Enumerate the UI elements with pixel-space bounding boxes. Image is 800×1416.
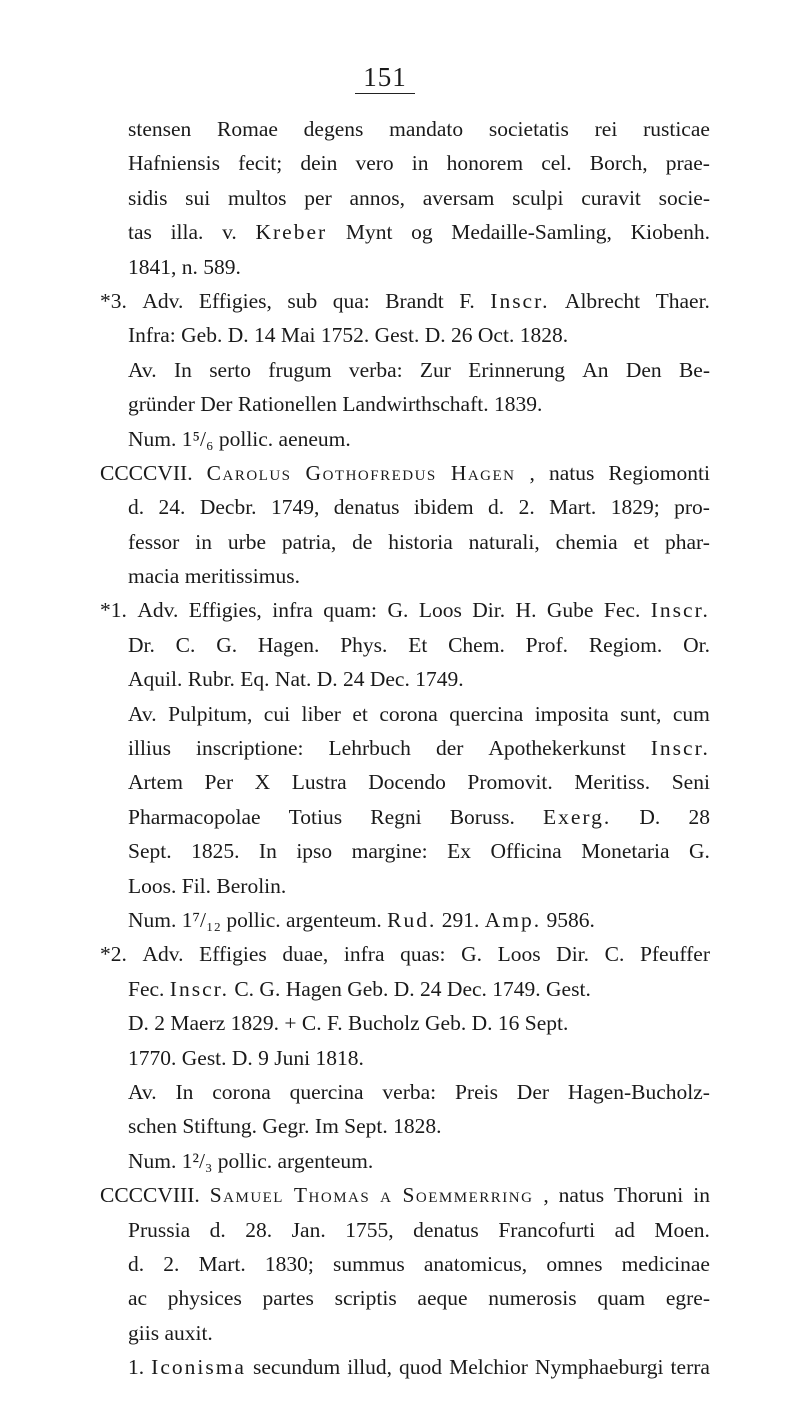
- text-word: Francofurti: [498, 1217, 596, 1242]
- text-line: [100, 284, 710, 318]
- text-word: Gothofredus: [305, 460, 437, 485]
- text-word: sidis: [128, 185, 168, 210]
- text-word: H.: [515, 598, 537, 623]
- text-line: [100, 1178, 710, 1212]
- text-word: naturali,: [468, 529, 540, 554]
- text-word: Av.: [128, 1079, 157, 1104]
- text-line: [100, 1144, 710, 1178]
- text-line: [100, 834, 710, 868]
- text-word: natus: [558, 1183, 605, 1208]
- text-word: Thaer.: [655, 288, 710, 313]
- text-word: *2.: [100, 942, 127, 967]
- text-word: quas:: [400, 942, 446, 967]
- text-word: medicinae: [621, 1251, 710, 1276]
- text-line: [100, 146, 710, 180]
- text-word: Dir.: [556, 942, 590, 967]
- text-segment: Infra: Geb. D. 14 Mai 1752. Gest. D. 26 Oct. 1828.: [128, 323, 569, 348]
- text-word: Hagen-Bucholz-: [567, 1079, 710, 1104]
- text-line: [100, 1213, 710, 1247]
- text-body: [100, 112, 710, 1384]
- text-word: socie-: [658, 185, 710, 210]
- text-word: Pharmacopolae: [128, 804, 261, 829]
- text-word: quam: [597, 1286, 646, 1311]
- text-word: Ex: [447, 839, 472, 864]
- text-word: ipso: [296, 839, 333, 864]
- text-word: physices: [167, 1286, 242, 1311]
- text-word: quod: [399, 1355, 443, 1380]
- text-word: Docendo: [368, 770, 446, 795]
- text-line: [100, 1109, 710, 1143]
- text-line: [100, 765, 710, 799]
- text-segment: Inscr.: [169, 976, 229, 1001]
- text-word: 2.: [518, 495, 535, 520]
- text-line: [100, 1006, 710, 1040]
- text-word: CCCCVII.: [100, 460, 193, 485]
- text-word: CCCCVIII.: [100, 1183, 200, 1208]
- text-word: Regiomonti: [608, 460, 710, 485]
- text-word: Dir.: [472, 598, 506, 623]
- text-word: verba:: [348, 357, 403, 382]
- text-word: sui: [185, 185, 211, 210]
- text-word: Decbr.: [199, 495, 257, 520]
- text-line: [100, 422, 710, 456]
- text-word: Inscr.: [650, 736, 710, 761]
- text-word: 24.: [158, 495, 186, 520]
- text-word: corona: [212, 1079, 271, 1104]
- text-line: [100, 662, 710, 696]
- text-line: [100, 1350, 710, 1384]
- text-word: vero: [355, 151, 394, 176]
- text-word: societatis: [488, 117, 569, 141]
- text-word: Adv.: [142, 942, 184, 967]
- text-word: margine:: [351, 839, 428, 864]
- text-word: patria,: [281, 529, 337, 554]
- text-word: *3.: [100, 288, 127, 313]
- text-word: C.: [175, 632, 196, 657]
- text-word: d.: [128, 495, 145, 520]
- text-word: In: [173, 357, 192, 382]
- text-word: Totius: [288, 804, 343, 829]
- text-word: fecit;: [238, 151, 283, 176]
- text-word: natus: [548, 460, 595, 485]
- text-word: illius: [128, 736, 172, 761]
- text-word: et: [633, 529, 650, 554]
- text-segment: Num. 1⁵/₆ pollic. aeneum.: [128, 426, 351, 451]
- text-word: Mynt: [345, 220, 393, 245]
- text-line: [100, 250, 710, 284]
- page-number-text: 151: [355, 62, 415, 94]
- text-line: [100, 903, 710, 937]
- text-word: historia: [388, 529, 453, 554]
- text-word: mandato: [389, 117, 464, 141]
- text-word: Albrecht: [564, 288, 641, 313]
- text-word: Carolus: [206, 460, 292, 485]
- text-word: Dr.: [128, 632, 155, 657]
- text-word: Officina: [490, 839, 562, 864]
- text-word: phar-: [664, 529, 710, 554]
- text-word: quercina: [449, 701, 524, 726]
- text-line: [100, 1075, 710, 1109]
- text-word: fessor: [128, 529, 180, 554]
- text-line: [100, 1316, 710, 1350]
- text-word: Meritiss.: [574, 770, 651, 795]
- text-segment: Fec.: [128, 976, 170, 1001]
- text-word: G.: [461, 942, 482, 967]
- text-word: de: [352, 529, 373, 554]
- text-line: [100, 869, 710, 903]
- text-word: egre-: [665, 1286, 710, 1311]
- text-word: per: [304, 185, 332, 210]
- text-word: curavit: [581, 185, 641, 210]
- text-word: omnes: [546, 1251, 603, 1276]
- text-line: [100, 181, 710, 215]
- text-word: Effigies: [199, 942, 267, 967]
- text-segment: Rud.: [387, 907, 437, 932]
- text-word: Seni: [671, 770, 710, 795]
- text-word: scriptis: [334, 1286, 397, 1311]
- text-word: Kiobenh.: [630, 220, 710, 245]
- text-word: sculpi: [512, 185, 564, 210]
- text-word: Adv.: [137, 598, 179, 623]
- text-word: Pfeuffer: [639, 942, 710, 967]
- text-word: pro-: [674, 495, 710, 520]
- text-word: D.: [639, 804, 661, 829]
- text-word: Apothekerkunst: [488, 736, 626, 761]
- text-word: qua:: [332, 288, 370, 313]
- text-word: Fec.: [603, 598, 641, 623]
- text-word: urbe: [227, 529, 267, 554]
- text-word: summus: [333, 1251, 405, 1276]
- text-word: cel.: [541, 151, 572, 176]
- text-word: Effigies,: [198, 288, 272, 313]
- text-word: Der: [516, 1079, 550, 1104]
- text-word: in: [411, 151, 429, 176]
- text-word: G.: [689, 839, 710, 864]
- text-word: illa.: [170, 220, 204, 245]
- text-word: ibidem: [413, 495, 474, 520]
- text-word: Kreber: [255, 220, 328, 245]
- text-word: rusticae: [643, 117, 710, 141]
- text-word: Av.: [128, 357, 157, 382]
- text-word: 1749,: [270, 495, 320, 520]
- text-word: denatus: [413, 1217, 479, 1242]
- text-word: 28: [688, 804, 710, 829]
- text-word: Monetaria: [581, 839, 670, 864]
- text-segment: 9586.: [541, 907, 595, 932]
- text-line: [100, 593, 710, 627]
- text-word: og: [411, 220, 433, 245]
- text-word: inscriptione:: [196, 736, 304, 761]
- text-word: Prof.: [525, 632, 569, 657]
- text-word: Loos: [418, 598, 462, 623]
- text-word: Lehrbuch: [328, 736, 411, 761]
- text-segment: C. G. Hagen Geb. D. 24 Dec. 1749. Gest.: [228, 976, 591, 1001]
- text-word: 1755,: [345, 1217, 394, 1242]
- text-word: prae-: [665, 151, 710, 176]
- text-segment: 1841, n. 589.: [128, 254, 241, 279]
- text-line: [100, 1281, 710, 1315]
- text-word: Iconisma: [151, 1355, 246, 1380]
- text-segment: 1770. Gest. D. 9 Juni 1818.: [128, 1045, 364, 1070]
- text-word: Phys.: [340, 632, 388, 657]
- text-word: Romae: [217, 117, 278, 141]
- text-line: [100, 525, 710, 559]
- text-word: secundum: [253, 1355, 341, 1380]
- text-segment: gründer Der Rationellen Landwirthschaft. 1839.: [128, 392, 543, 417]
- text-word: verba:: [382, 1079, 437, 1104]
- text-word: annos,: [349, 185, 406, 210]
- text-segment: schen Stiftung. Gegr. Im Sept. 1828.: [128, 1114, 442, 1139]
- text-word: Exerg.: [542, 804, 612, 829]
- text-word: In: [175, 1079, 194, 1104]
- text-word: in: [693, 1183, 710, 1208]
- text-word: serto: [209, 357, 251, 382]
- text-word: corona: [379, 701, 438, 726]
- text-word: chemia: [555, 529, 618, 554]
- text-word: sub: [287, 288, 318, 313]
- text-word: ad: [614, 1217, 635, 1242]
- text-word: Den: [625, 357, 662, 382]
- text-word: in: [195, 529, 212, 554]
- text-word: dein: [300, 151, 338, 176]
- text-word: ,: [543, 1183, 549, 1208]
- text-line: [100, 972, 710, 1006]
- text-word: G.: [387, 598, 409, 623]
- text-word: X: [254, 770, 271, 795]
- text-word: Erinnerung: [468, 357, 565, 382]
- text-word: Samuel: [209, 1183, 284, 1208]
- text-word: Jan.: [291, 1217, 326, 1242]
- text-line: [100, 353, 710, 387]
- text-segment: Num. 1⁷/₁₂ pollic. argenteum.: [128, 907, 388, 932]
- text-word: d.: [209, 1217, 226, 1242]
- text-word: rei: [594, 117, 618, 141]
- text-segment: 291.: [436, 907, 485, 932]
- text-word: Hafniensis: [128, 151, 220, 176]
- text-word: 1829;: [610, 495, 660, 520]
- text-segment: giis auxit.: [128, 1320, 213, 1345]
- text-word: Be-: [678, 357, 710, 382]
- text-word: aversam: [422, 185, 495, 210]
- text-word: 1825.: [191, 839, 240, 864]
- text-line: [100, 387, 710, 421]
- text-word: Or.: [683, 632, 710, 657]
- text-word: Nymphaeburgi: [534, 1355, 664, 1380]
- text-word: C.: [604, 942, 625, 967]
- text-word: Promovit.: [467, 770, 553, 795]
- text-word: Adv.: [142, 288, 184, 313]
- text-line: [100, 559, 710, 593]
- text-word: Inscr.: [650, 598, 710, 623]
- text-word: Et: [408, 632, 428, 657]
- text-word: liber: [301, 701, 341, 726]
- text-word: 1830;: [264, 1251, 314, 1276]
- text-word: cum: [672, 701, 710, 726]
- text-line: [100, 1041, 710, 1075]
- text-word: Per: [204, 770, 234, 795]
- text-word: imposita: [534, 701, 609, 726]
- text-line: [100, 215, 710, 249]
- text-word: *1.: [100, 598, 127, 623]
- text-segment: D. 2 Maerz 1829. + C. F. Bucholz Geb. D. 16 Sept.: [128, 1011, 569, 1036]
- text-word: Mart.: [198, 1251, 246, 1276]
- text-word: Hagen.: [257, 632, 320, 657]
- text-line: [100, 456, 710, 490]
- text-word: frugum: [268, 357, 332, 382]
- text-word: Chem.: [448, 632, 505, 657]
- text-word: et: [352, 701, 368, 726]
- text-segment: Num. 1²/₃ pollic. argenteum.: [128, 1148, 374, 1173]
- text-word: In: [258, 839, 277, 864]
- text-line: [100, 628, 710, 662]
- text-word: G.: [216, 632, 238, 657]
- text-line: [100, 697, 710, 731]
- text-word: Pulpitum,: [168, 701, 253, 726]
- text-segment: macia meritissimus.: [128, 564, 300, 589]
- text-word: Medaille-Samling,: [451, 220, 612, 245]
- text-word: honorem: [446, 151, 524, 176]
- text-word: F.: [459, 288, 475, 313]
- text-word: ,: [529, 460, 535, 485]
- text-word: stensen: [128, 117, 192, 141]
- text-word: Sept.: [128, 839, 172, 864]
- text-word: quam:: [323, 598, 378, 623]
- text-word: Gube: [546, 598, 594, 623]
- text-line: [100, 800, 710, 834]
- text-word: Thoruni: [614, 1183, 684, 1208]
- text-word: der: [435, 736, 464, 761]
- text-line: [100, 490, 710, 524]
- text-word: quercina: [289, 1079, 364, 1104]
- text-word: Artem: [128, 770, 183, 795]
- text-segment: Loos. Fil. Berolin.: [128, 873, 287, 898]
- text-word: infra: [343, 942, 385, 967]
- text-word: Inscr.: [490, 288, 550, 313]
- text-line: [100, 318, 710, 352]
- text-word: ac: [128, 1286, 148, 1311]
- text-word: denatus: [333, 495, 400, 520]
- text-word: Zur: [419, 357, 451, 382]
- text-line: [100, 937, 710, 971]
- text-word: terra: [670, 1355, 710, 1380]
- text-word: duae,: [282, 942, 329, 967]
- text-word: Brandt: [385, 288, 444, 313]
- text-word: Regni: [370, 804, 422, 829]
- text-word: Preis: [454, 1079, 498, 1104]
- text-word: Thomas: [293, 1183, 371, 1208]
- text-word: Av.: [128, 701, 157, 726]
- text-word: a: [380, 1183, 393, 1208]
- text-word: Boruss.: [449, 804, 515, 829]
- text-word: partes: [262, 1286, 314, 1311]
- text-word: Prussia: [128, 1217, 191, 1242]
- text-word: v.: [222, 220, 237, 245]
- text-word: d.: [128, 1251, 145, 1276]
- text-word: Borch,: [589, 151, 648, 176]
- text-word: anatomicus,: [423, 1251, 528, 1276]
- page-number: [0, 62, 800, 94]
- text-word: numerosis: [488, 1286, 577, 1311]
- text-word: Lustra: [291, 770, 347, 795]
- text-word: Hagen: [450, 460, 516, 485]
- text-word: 1.: [128, 1355, 145, 1380]
- text-word: Moen.: [654, 1217, 710, 1242]
- text-word: d.: [488, 495, 505, 520]
- text-word: aeque: [417, 1286, 468, 1311]
- text-segment: Amp.: [484, 907, 542, 932]
- text-word: Effigies,: [188, 598, 262, 623]
- text-word: An: [582, 357, 609, 382]
- text-word: Loos: [497, 942, 541, 967]
- text-word: cui: [263, 701, 291, 726]
- text-word: sunt,: [620, 701, 662, 726]
- text-line: [100, 731, 710, 765]
- text-word: 2.: [163, 1251, 180, 1276]
- text-word: multos: [228, 185, 287, 210]
- text-word: tas: [128, 220, 152, 245]
- text-word: Mart.: [549, 495, 597, 520]
- text-word: Soemmerring: [402, 1183, 534, 1208]
- text-segment: Aquil. Rubr. Eq. Nat. D. 24 Dec. 1749.: [128, 667, 464, 692]
- text-line: [100, 112, 710, 146]
- text-word: Melchior: [449, 1355, 528, 1380]
- text-word: Regiom.: [588, 632, 663, 657]
- text-word: illud,: [347, 1355, 393, 1380]
- text-word: 28.: [245, 1217, 273, 1242]
- text-word: infra: [272, 598, 313, 623]
- text-word: degens: [303, 117, 364, 141]
- text-line: [100, 1247, 710, 1281]
